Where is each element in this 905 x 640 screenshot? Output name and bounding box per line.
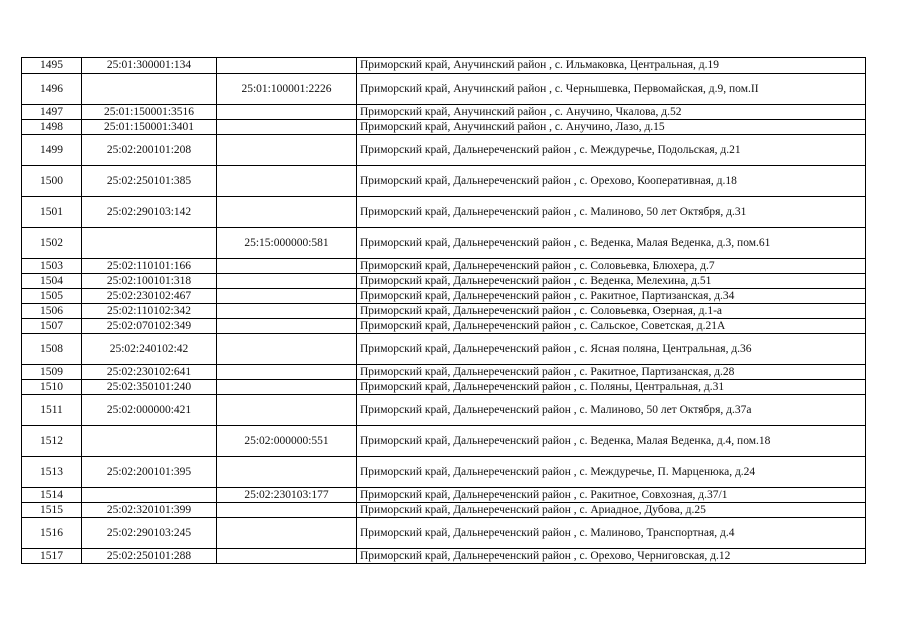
row-number-cell: 1501 — [22, 197, 82, 228]
cadastral-number-cell — [82, 228, 217, 259]
address-cell: Приморский край, Дальнереченский район , с. Малиново, Транспортная, д.4 — [357, 518, 866, 549]
cadastral-number-cell: 25:01:300001:134 — [82, 58, 217, 74]
cadastral-number-cell: 25:02:290103:245 — [82, 518, 217, 549]
cadastral-number-cell: 25:02:350101:240 — [82, 380, 217, 395]
row-number-cell: 1504 — [22, 274, 82, 289]
row-number-cell: 1506 — [22, 304, 82, 319]
row-number-cell: 1498 — [22, 120, 82, 135]
cadastral-number-cell: 25:02:250101:385 — [82, 166, 217, 197]
table-row — [22, 488, 866, 503]
address-cell: Приморский край, Дальнереченский район , с. Сальское, Советская, д.21А — [357, 319, 866, 334]
table-row — [22, 274, 866, 289]
row-number-cell: 1502 — [22, 228, 82, 259]
address-cell: Приморский край, Анучинский район , с. Анучино, Лазо, д.15 — [357, 120, 866, 135]
cadastral-number-cell: 25:02:200101:208 — [82, 135, 217, 166]
table-row — [22, 259, 866, 274]
cadastral-number-cell: 25:02:200101:395 — [82, 457, 217, 488]
property-register-table — [21, 57, 866, 564]
premises-cadastral-number-cell — [217, 304, 357, 319]
table-row — [22, 365, 866, 380]
premises-cadastral-number-cell — [217, 58, 357, 74]
table-row — [22, 503, 866, 518]
address-cell: Приморский край, Дальнереченский район , с. Веденка, Мелехина, д.51 — [357, 274, 866, 289]
cadastral-number-cell: 25:01:150001:3516 — [82, 105, 217, 120]
address-cell: Приморский край, Анучинский район , с. Чернышевка, Первомайская, д.9, пом.II — [357, 74, 866, 105]
row-number-cell: 1503 — [22, 259, 82, 274]
address-cell: Приморский край, Дальнереченский район , с. Междуречье, Подольская, д.21 — [357, 135, 866, 166]
cadastral-number-cell: 25:02:100101:318 — [82, 274, 217, 289]
cadastral-number-cell: 25:02:290103:142 — [82, 197, 217, 228]
premises-cadastral-number-cell — [217, 365, 357, 380]
premises-cadastral-number-cell — [217, 135, 357, 166]
address-cell: Приморский край, Дальнереченский район , с. Ариадное, Дубова, д.25 — [357, 503, 866, 518]
address-cell: Приморский край, Дальнереченский район , с. Ясная поляна, Центральная, д.36 — [357, 334, 866, 365]
address-cell: Приморский край, Дальнереченский район , с. Веденка, Малая Веденка, д.4, пом.18 — [357, 426, 866, 457]
row-number-cell: 1517 — [22, 549, 82, 564]
row-number-cell: 1497 — [22, 105, 82, 120]
row-number-cell: 1495 — [22, 58, 82, 74]
address-cell: Приморский край, Дальнереченский район , с. Орехово, Кооперативная, д.18 — [357, 166, 866, 197]
cadastral-number-cell — [82, 74, 217, 105]
row-number-cell: 1500 — [22, 166, 82, 197]
table-row — [22, 304, 866, 319]
address-cell: Приморский край, Дальнереченский район , с. Малиново, 50 лет Октября, д.31 — [357, 197, 866, 228]
cadastral-number-cell: 25:02:110102:342 — [82, 304, 217, 319]
cadastral-number-cell: 25:01:150001:3401 — [82, 120, 217, 135]
row-number-cell: 1505 — [22, 289, 82, 304]
table-row — [22, 105, 866, 120]
table-row — [22, 319, 866, 334]
address-cell: Приморский край, Дальнереченский район , с. Ракитное, Партизанская, д.34 — [357, 289, 866, 304]
cadastral-number-cell: 25:02:240102:42 — [82, 334, 217, 365]
premises-cadastral-number-cell — [217, 395, 357, 426]
row-number-cell: 1499 — [22, 135, 82, 166]
premises-cadastral-number-cell — [217, 518, 357, 549]
row-number-cell: 1507 — [22, 319, 82, 334]
cadastral-number-cell — [82, 488, 217, 503]
table-row — [22, 228, 866, 259]
row-number-cell: 1512 — [22, 426, 82, 457]
table-row — [22, 289, 866, 304]
premises-cadastral-number-cell: 25:15:000000:581 — [217, 228, 357, 259]
premises-cadastral-number-cell — [217, 334, 357, 365]
premises-cadastral-number-cell — [217, 197, 357, 228]
table-row — [22, 120, 866, 135]
premises-cadastral-number-cell — [217, 319, 357, 334]
cadastral-number-cell — [82, 426, 217, 457]
address-cell: Приморский край, Дальнереченский район , с. Веденка, Малая Веденка, д.3, пом.61 — [357, 228, 866, 259]
premises-cadastral-number-cell: 25:01:100001:2226 — [217, 74, 357, 105]
table-row — [22, 395, 866, 426]
row-number-cell: 1514 — [22, 488, 82, 503]
row-number-cell: 1508 — [22, 334, 82, 365]
address-cell: Приморский край, Дальнереченский район , с. Ракитное, Совхозная, д.37/1 — [357, 488, 866, 503]
row-number-cell: 1515 — [22, 503, 82, 518]
table-row — [22, 135, 866, 166]
cadastral-number-cell: 25:02:110101:166 — [82, 259, 217, 274]
table-row — [22, 197, 866, 228]
address-cell: Приморский край, Дальнереченский район , с. Соловьевка, Озерная, д.1-а — [357, 304, 866, 319]
table-row — [22, 334, 866, 365]
cadastral-number-cell: 25:02:250101:288 — [82, 549, 217, 564]
table-row — [22, 58, 866, 74]
address-cell: Приморский край, Дальнереченский район , с. Поляны, Центральная, д.31 — [357, 380, 866, 395]
table-row — [22, 380, 866, 395]
cadastral-number-cell: 25:02:320101:399 — [82, 503, 217, 518]
table-body — [22, 58, 866, 564]
premises-cadastral-number-cell — [217, 166, 357, 197]
address-cell: Приморский край, Анучинский район , с. Анучино, Чкалова, д.52 — [357, 105, 866, 120]
row-number-cell: 1513 — [22, 457, 82, 488]
table-row — [22, 518, 866, 549]
premises-cadastral-number-cell — [217, 457, 357, 488]
address-cell: Приморский край, Дальнереченский район , с. Междуречье, П. Марценюка, д.24 — [357, 457, 866, 488]
address-cell: Приморский край, Дальнереченский район , с. Орехово, Черниговская, д.12 — [357, 549, 866, 564]
table-row — [22, 166, 866, 197]
address-cell: Приморский край, Дальнереченский район , с. Малиново, 50 лет Октября, д.37а — [357, 395, 866, 426]
row-number-cell: 1496 — [22, 74, 82, 105]
table-row — [22, 74, 866, 105]
premises-cadastral-number-cell: 25:02:000000:551 — [217, 426, 357, 457]
cadastral-number-cell: 25:02:070102:349 — [82, 319, 217, 334]
cadastral-number-cell: 25:02:230102:641 — [82, 365, 217, 380]
table-row — [22, 426, 866, 457]
premises-cadastral-number-cell — [217, 549, 357, 564]
premises-cadastral-number-cell — [217, 274, 357, 289]
premises-cadastral-number-cell — [217, 289, 357, 304]
row-number-cell: 1516 — [22, 518, 82, 549]
row-number-cell: 1511 — [22, 395, 82, 426]
premises-cadastral-number-cell — [217, 120, 357, 135]
table-row — [22, 549, 866, 564]
address-cell: Приморский край, Дальнереченский район , с. Соловьевка, Блюхера, д.7 — [357, 259, 866, 274]
premises-cadastral-number-cell: 25:02:230103:177 — [217, 488, 357, 503]
row-number-cell: 1509 — [22, 365, 82, 380]
premises-cadastral-number-cell — [217, 503, 357, 518]
cadastral-number-cell: 25:02:230102:467 — [82, 289, 217, 304]
address-cell: Приморский край, Дальнереченский район , с. Ракитное, Партизанская, д.28 — [357, 365, 866, 380]
address-cell: Приморский край, Анучинский район , с. Ильмаковка, Центральная, д.19 — [357, 58, 866, 74]
premises-cadastral-number-cell — [217, 105, 357, 120]
cadastral-number-cell: 25:02:000000:421 — [82, 395, 217, 426]
premises-cadastral-number-cell — [217, 380, 357, 395]
table-row — [22, 457, 866, 488]
premises-cadastral-number-cell — [217, 259, 357, 274]
row-number-cell: 1510 — [22, 380, 82, 395]
